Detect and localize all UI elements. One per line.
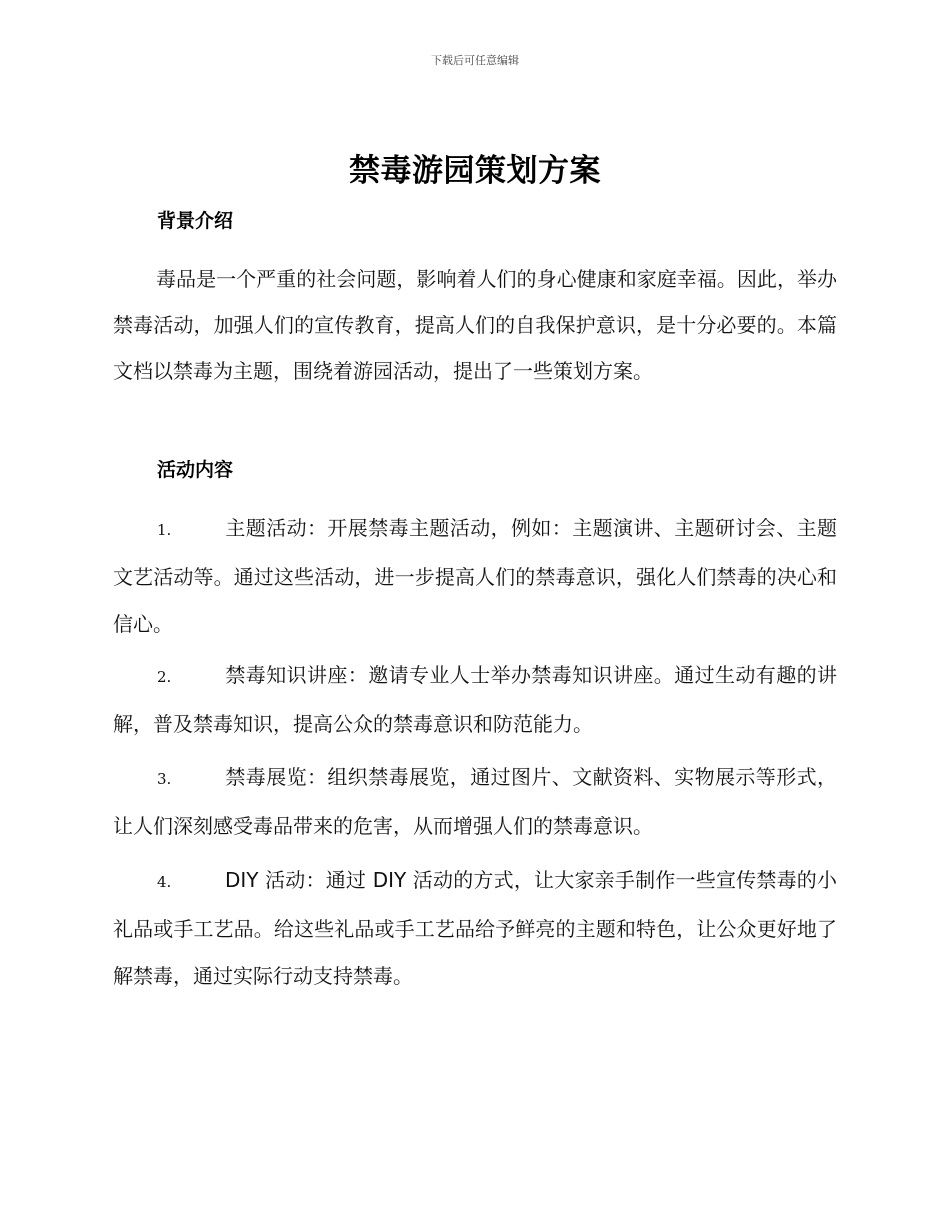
activity-item-4 <box>113 857 837 1000</box>
header-note: 下载后可任意编辑 <box>431 54 519 67</box>
activity-item-number: 2. <box>157 668 172 686</box>
activity-item-2 <box>113 652 837 748</box>
section-heading-background: 背景介绍 <box>157 210 234 232</box>
activity-item-text: 主题活动：开展禁毒主题活动，例如：主题演讲、主题研讨会、主题文艺活动等。通过这些活动，进一步提高人们的禁毒意识，强化人们禁毒的决心和信心。 <box>113 516 837 636</box>
activity-item-text: DIY 活动：通过 DIY 活动的方式，让大家亲手制作一些宣传禁毒的小礼品或手工艺品。给这些礼品或手工艺品给予鲜亮的主题和特色，让公众更好地了解禁毒，通过实际行动支持禁毒。 <box>113 868 837 988</box>
activity-item-number: 1. <box>157 521 172 539</box>
activity-item-text: 禁毒展览：组织禁毒展览，通过图片、文献资料、实物展示等形式，让人们深刻感受毒品带来的危害，从而增强人们的禁毒意识。 <box>113 765 837 838</box>
activity-item-3 <box>113 754 837 850</box>
activity-item-number: 3. <box>157 770 172 788</box>
activity-item-text: 禁毒知识讲座：邀请专业人士举办禁毒知识讲座。通过生动有趣的讲解，普及禁毒知识，提高公众的禁毒意识和防范能力。 <box>113 663 837 736</box>
document-title: 禁毒游园策划方案 <box>349 153 601 189</box>
activity-item-number: 4. <box>157 873 172 891</box>
background-paragraph-text: 毒品是一个严重的社会问题，影响着人们的身心健康和家庭幸福。因此，举办禁毒活动，加强人们的宣传教育，提高人们的自我保护意识，是十分必要的。本篇文档以禁毒为主题，围绕着游园活动，提出了一些策划方案。 <box>113 267 837 383</box>
section-heading-activities: 活动内容 <box>157 459 234 481</box>
background-paragraph <box>113 256 837 394</box>
activity-item-1 <box>113 505 837 648</box>
